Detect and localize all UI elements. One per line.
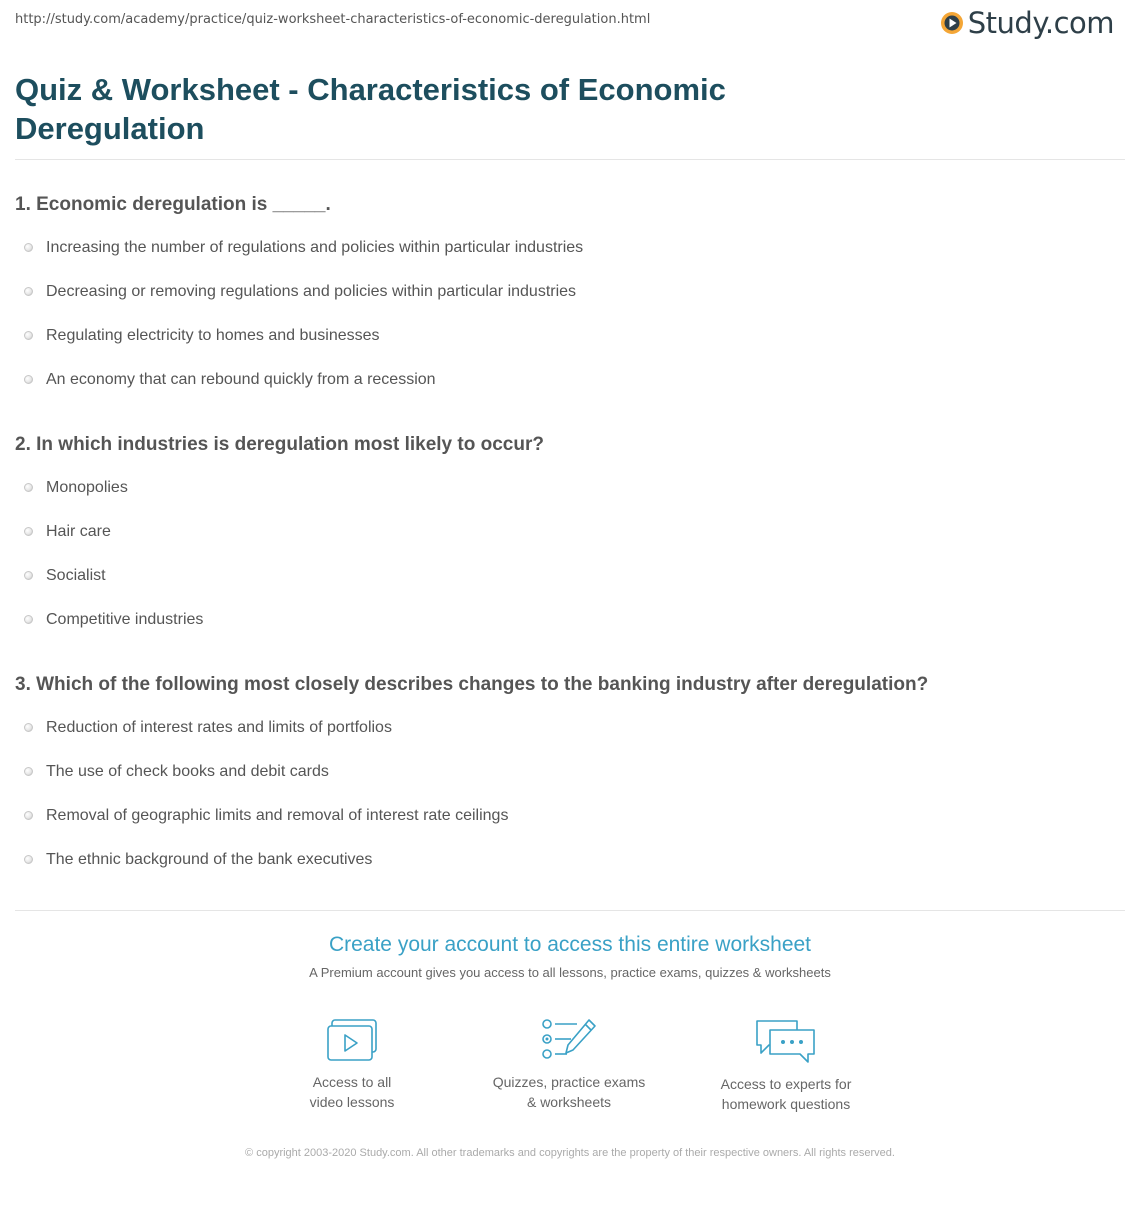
quiz-checklist-icon	[541, 1018, 597, 1062]
feature-label: Quizzes, practice exams & worksheets	[492, 1074, 646, 1110]
option-label: The use of check books and debit cards	[46, 763, 329, 780]
feature-label: Access to all video lessons	[309, 1074, 395, 1110]
question-2-option-1[interactable]	[24, 479, 128, 497]
option-label: Regulating electricity to homes and businesses	[46, 327, 380, 344]
question-2-option-2[interactable]	[24, 523, 111, 541]
radio-button[interactable]	[24, 287, 33, 296]
questions-divider	[15, 910, 1125, 911]
question-3-option-4[interactable]	[24, 851, 372, 869]
option-label: Socialist	[46, 567, 106, 584]
question-3-option-1[interactable]	[24, 719, 392, 737]
option-label: The ethnic background of the bank executives	[46, 851, 373, 868]
question-3-option-2[interactable]	[24, 763, 329, 781]
radio-button[interactable]	[24, 331, 33, 340]
question-2-option-4[interactable]	[24, 611, 203, 629]
option-label: Decreasing or removing regulations and policies within particular industries	[46, 283, 577, 300]
option-label: Removal of geographic limits and removal of interest rate ceilings	[46, 807, 509, 824]
radio-button[interactable]	[24, 855, 33, 864]
radio-button[interactable]	[24, 483, 33, 492]
option-label: Reduction of interest rates and limits of portfolios	[46, 719, 392, 736]
question-1-option-2[interactable]	[24, 283, 576, 301]
copyright-notice: © copyright 2003-2020 Study.com. All other trademarks and copyrights are the property of their respective owners. All rights reserved.	[245, 1147, 895, 1159]
option-label: Increasing the number of regulations and policies within particular industries	[46, 239, 584, 256]
video-lessons-icon	[326, 1018, 378, 1062]
question-2-option-3[interactable]	[24, 567, 106, 585]
option-label: An economy that can rebound quickly from a recession	[46, 371, 436, 388]
question-2-text: 2. In which industries is deregulation most likely to occur?	[15, 434, 544, 455]
radio-button[interactable]	[24, 811, 33, 820]
radio-button[interactable]	[24, 571, 33, 580]
question-1-option-3[interactable]	[24, 327, 380, 345]
radio-button[interactable]	[24, 615, 33, 624]
option-label: Monopolies	[46, 479, 128, 496]
feature-label: Access to experts for homework questions	[720, 1076, 852, 1112]
radio-button[interactable]	[24, 767, 33, 776]
radio-button[interactable]	[24, 527, 33, 536]
radio-button[interactable]	[24, 243, 33, 252]
feature-experts	[686, 1018, 886, 1114]
create-account-link[interactable]: Create your account to access this entire worksheet	[328, 933, 812, 956]
play-circle-icon	[940, 11, 964, 35]
radio-button[interactable]	[24, 375, 33, 384]
feature-video-lessons	[252, 1018, 452, 1112]
page-title: Quiz & Worksheet - Characteristics of Economic Deregulation	[15, 72, 726, 146]
page-url: http://study.com/academy/practice/quiz-worksheet-characteristics-of-economic-deregulation.html	[15, 12, 651, 27]
option-label: Competitive industries	[46, 611, 204, 628]
chat-experts-icon	[754, 1018, 818, 1064]
question-1-text: 1. Economic deregulation is _____.	[15, 194, 331, 215]
question-1-option-4[interactable]	[24, 371, 436, 389]
question-3-text: 3. Which of the following most closely describes changes to the banking industry after deregulation?	[15, 674, 929, 695]
question-3-option-3[interactable]	[24, 807, 508, 825]
premium-description: A Premium account gives you access to all lessons, practice exams, quizzes & worksheets	[309, 965, 831, 980]
logo-text: Study.com	[967, 6, 1114, 40]
radio-button[interactable]	[24, 723, 33, 732]
question-1-option-1[interactable]	[24, 239, 583, 257]
option-label: Hair care	[46, 523, 111, 540]
feature-quizzes	[469, 1018, 669, 1112]
title-divider	[15, 159, 1125, 160]
study-logo[interactable]	[940, 6, 1114, 40]
